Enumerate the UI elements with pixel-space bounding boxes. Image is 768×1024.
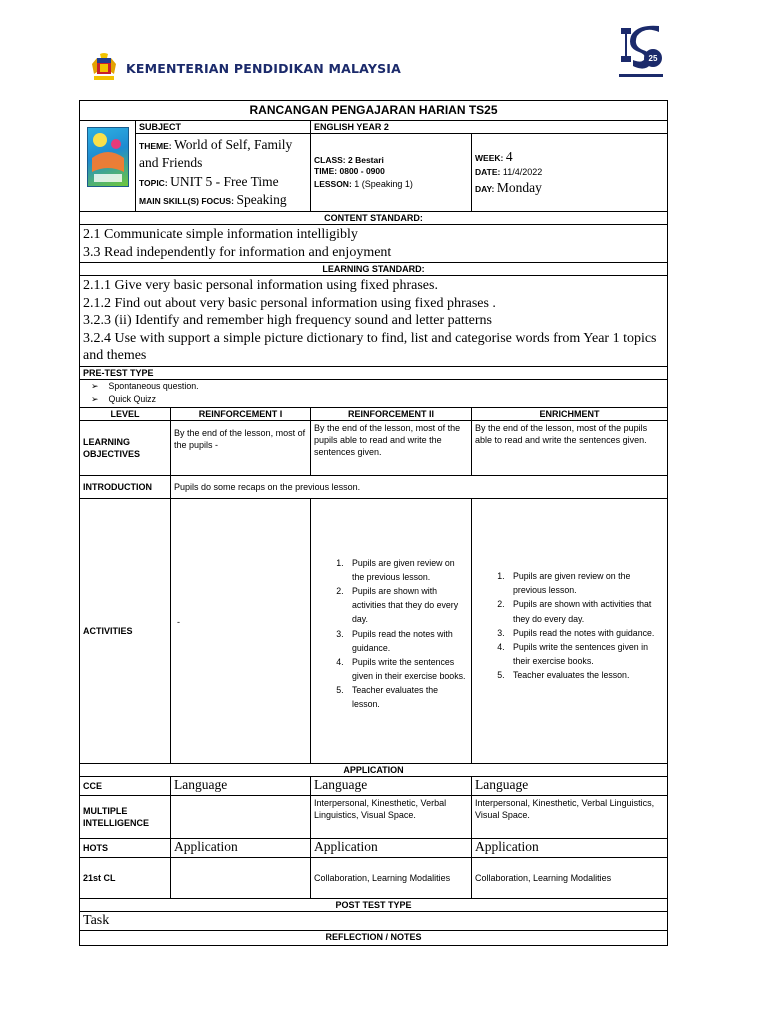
pretest-body [80,379,668,407]
activity-item: 5. Teacher evaluates the lesson. [346,683,468,711]
enrichment-header: ENRICHMENT [472,407,668,420]
activities-r2 [311,499,472,764]
activities-enrichment [472,499,668,764]
introduction-label: INTRODUCTION [80,476,171,499]
pretest-item: ➢ Quick Quizz [109,393,664,407]
plan-title: RANCANGAN PENGAJARAN HARIAN TS25 [80,101,668,121]
content-standard-body [80,225,668,263]
reinforcement-1-header: REINFORCEMENT I [171,407,311,420]
hots-r1: Application [171,839,311,858]
mi-r1 [171,796,311,839]
objectives-enrichment: By the end of the lesson, most of the pupils able to read and write the sentences given. [472,421,668,476]
day-value: Monday [496,179,542,195]
activity-item: 5. Teacher evaluates the lesson. [507,668,664,682]
svg-text:25: 25 [648,54,658,63]
cce-r2: Language [311,777,472,796]
hots-enrichment: Application [472,839,668,858]
skill-value: Speaking [236,191,287,207]
topic-label: TOPIC: [139,177,168,188]
learning-standard-item: 3.2.4 Use with support a simple picture dictionary to find, list and categorise words from Year 1 topics and themes [83,330,657,364]
malaysia-coat-of-arms-icon [88,52,120,84]
skill-label: MAIN SKILL(S) FOCUS: [139,195,234,206]
learning-standard-header: LEARNING STANDARD: [80,263,668,276]
content-standard-header: CONTENT STANDARD: [80,212,668,225]
learning-standard-item: 2.1.2 Find out about very basic personal information using fixed phrases . [83,295,496,311]
activity-item: 3. Pupils read the notes with guidance. [507,626,664,640]
day-label: DAY: [475,183,495,194]
cl-r1 [171,858,311,899]
week-label: WEEK: [475,153,504,164]
subject-value: ENGLISH YEAR 2 [311,121,668,134]
objectives-label: LEARNING OBJECTIVES [80,421,171,476]
level-header: LEVEL [80,407,171,420]
reflection-header: REFLECTION / NOTES [80,931,668,946]
mi-label: MULTIPLE INTELLIGENCE [80,796,171,839]
cl-r2: Collaboration, Learning Modalities [311,858,472,899]
hots-label: HOTS [80,839,171,858]
textbook-cover-cell [80,121,136,212]
textbook-cover-icon [87,127,129,187]
hots-r2: Application [311,839,472,858]
content-standard-item: 2.1 Communicate simple information intelligibly [83,227,358,243]
activity-item: 1. Pupils are given review on the previous lesson. [507,569,664,597]
activity-item: 2. Pupils are shown with activities that they do every day. [507,597,664,625]
introduction-text: Pupils do some recaps on the previous lesson. [171,476,668,499]
activity-item: 3. Pupils read the notes with guidance. [346,627,468,655]
activity-item: 1. Pupils are given review on the previous lesson. [346,556,468,584]
class-cell [311,134,472,212]
objectives-r2: By the end of the lesson, most of the pupils able to read and write the sentences given. [311,421,472,476]
posttest-header: POST TEST TYPE [80,899,668,912]
cl-enrichment: Collaboration, Learning Modalities [472,858,668,899]
ministry-header [88,52,688,88]
week-value: 4 [505,149,513,165]
cce-enrichment: Language [472,777,668,796]
week-cell [472,134,668,212]
activity-item: 4. Pupils write the sentences given in their exercise books. [507,640,664,668]
class-line: CLASS: 2 Bestari [314,154,384,165]
learning-standard-item: 3.2.3 (ii) Identify and remember high frequency sound and letter patterns [83,313,492,329]
application-header: APPLICATION [80,764,668,777]
theme-topic-cell [136,134,311,212]
learning-standard-body [80,276,668,367]
reinforcement-2-header: REINFORCEMENT II [311,407,472,420]
activities-r1: - [171,499,311,764]
mi-enrichment: Interpersonal, Kinesthetic, Verbal Linguistics, Visual Space. [472,796,668,839]
learning-standard-item: 2.1.1 Give very basic personal information using fixed phrases. [83,278,438,294]
topic-value: UNIT 5 - Free Time [170,173,279,189]
cce-r1: Language [171,777,311,796]
subject-label: SUBJECT [136,121,311,134]
ministry-name: KEMENTERIAN PENDIDIKAN MALAYSIA [126,61,402,76]
ts25-logo-icon [615,24,667,80]
cl-label: 21st CL [80,858,171,899]
cce-label: CCE [80,777,171,796]
activities-label: ACTIVITIES [80,499,171,764]
activity-item: 4. Pupils write the sentences given in their exercise books. [346,655,468,683]
theme-label: THEME: [139,141,172,152]
objectives-r1: By the end of the lesson, most of the pupils - [171,421,311,476]
posttest-value: Task [80,912,668,931]
lesson-plan-table [79,100,668,946]
pretest-item: ➢ Spontaneous question. [109,380,664,394]
content-standard-item: 3.3 Read independently for information and enjoyment [83,244,392,260]
time-line: TIME: 0800 - 0900 [314,166,385,177]
lesson-label: LESSON: [314,178,352,189]
date-value: 11/4/2022 [502,167,543,178]
lesson-value: 1 (Speaking 1) [354,178,413,189]
mi-r2: Interpersonal, Kinesthetic, Verbal Linguistics, Visual Space. [311,796,472,839]
activity-item: 2. Pupils are shown with activities that they do every day. [346,584,468,626]
theme-value: World of Self, Family and Friends [139,137,293,171]
date-label: DATE: [475,167,501,178]
pretest-header: PRE-TEST TYPE [80,366,668,379]
